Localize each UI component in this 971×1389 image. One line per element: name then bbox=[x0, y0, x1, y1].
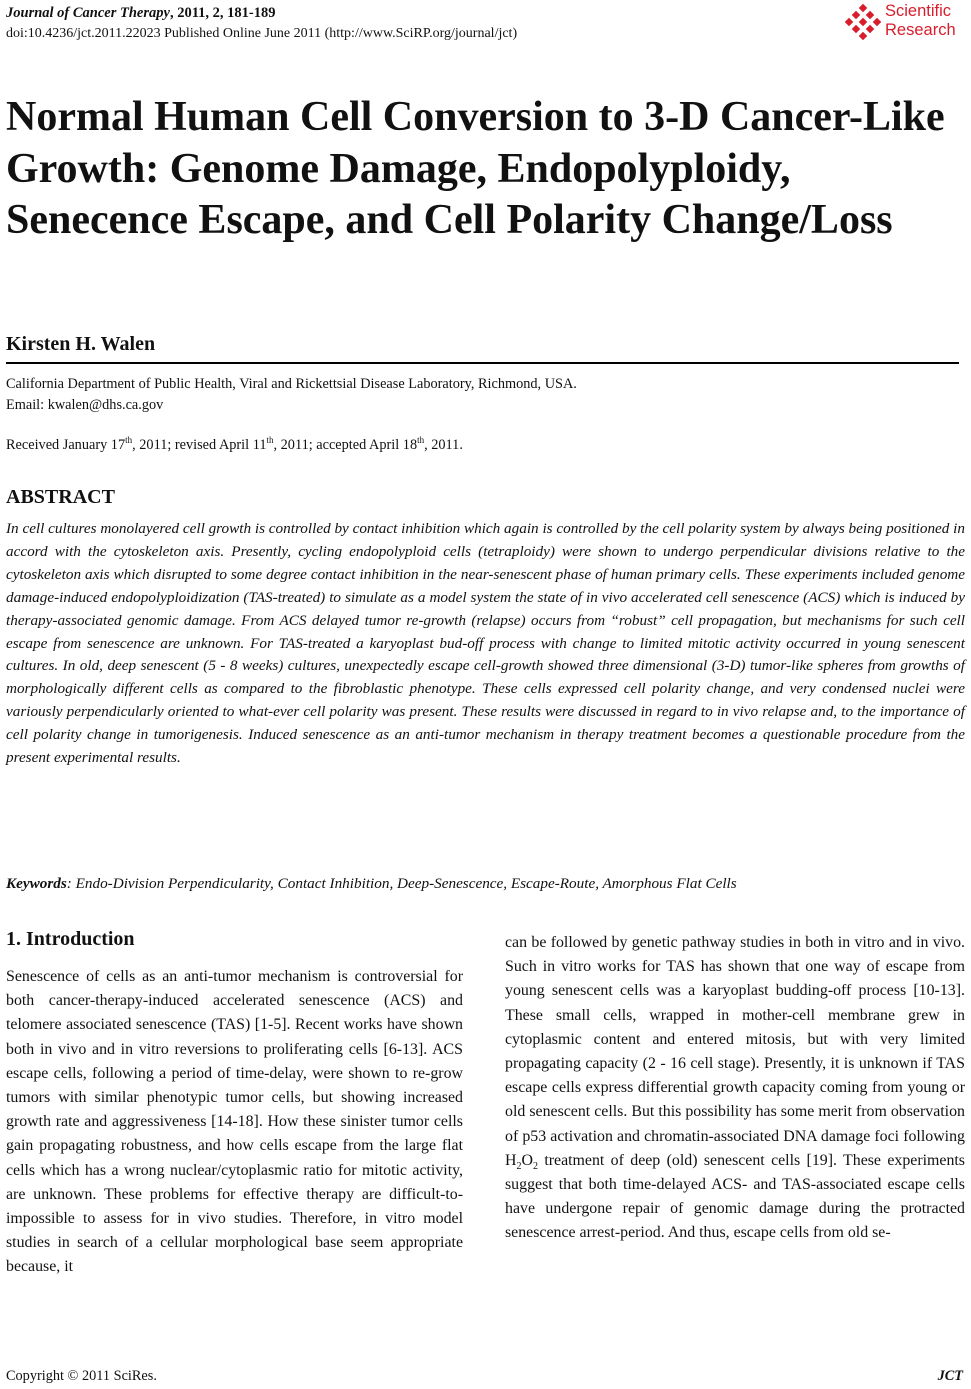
publisher-logo bbox=[845, 2, 965, 44]
keywords-list: : Endo-Division Perpendicularity, Contact Inhibition, Deep-Senescence, Escape-Route, Amorphous Flat Cells bbox=[66, 875, 737, 892]
publisher-logo-icon bbox=[845, 4, 881, 40]
received-text: Received January 17 bbox=[6, 437, 126, 453]
received-end: , 2011. bbox=[424, 437, 463, 453]
received-dates bbox=[6, 435, 463, 456]
header-divider bbox=[6, 362, 959, 364]
doi-line: doi:10.4236/jct.2011.22023 Published Online June 2011 (http://www.SciRP.org/journal/jct) bbox=[6, 26, 518, 41]
intro-column-right bbox=[505, 931, 965, 1246]
accepted-sup: th bbox=[417, 435, 425, 446]
paper-title: Normal Human Cell Conversion to 3-D Cancer-Like Growth: Genome Damage, Endopolyploidy, Senecence Escape, and Cell Polarity Change/Loss bbox=[6, 94, 945, 243]
author-email: Email: kwalen@dhs.ca.gov bbox=[6, 397, 164, 413]
footer-journal-abbrev: JCT bbox=[937, 1368, 963, 1384]
received-sup: th bbox=[125, 435, 133, 446]
intro-right-text-1: can be followed by genetic pathway studies in both in vitro and in vivo. Such in vitro works for TAS has shown that one way of escape from young senescent cells was a karyoplast budding-off process [10-13]. These small cells, wrapped in mother-cell membrane grew in cytoplasmic content and entered mitosis, but with very limited propagating capacity (2 - 16 cell stage). Presently, it is unknown if TAS escape cells express differential growth capacity coming from young or old senescent cells. But this possibility has some merit from observation of p53 activation and chromatin-associated DNA damage foci following H bbox=[505, 934, 965, 1169]
affiliation-block bbox=[6, 374, 577, 416]
journal-volume: , 2011, 2, 181-189 bbox=[169, 5, 276, 21]
revised-text: , 2011; revised April 11 bbox=[132, 437, 267, 453]
author-name: Kirsten H. Walen bbox=[6, 333, 156, 355]
logo-line-2: Research bbox=[885, 21, 956, 39]
intro-right-text-3: treatment of deep (old) senescent cells [19]. These experiments suggest that both time-delayed ACS- and TAS-associated escape cells have undergone repair of genomic damage during the protracted senescence arrest-period. And thus, escape cells from old se- bbox=[505, 1151, 965, 1242]
keywords bbox=[6, 874, 965, 894]
section-heading-introduction: 1. Introduction bbox=[6, 928, 135, 950]
keywords-label: Keywords bbox=[6, 875, 67, 892]
affiliation: California Department of Public Health, Viral and Rickettsial Disease Laboratory, Richmond, USA. bbox=[6, 376, 577, 392]
intro-right-text-2: O bbox=[521, 1151, 533, 1169]
publisher-logo-text bbox=[885, 2, 956, 40]
accepted-text: , 2011; accepted April 18 bbox=[273, 437, 418, 453]
subscript-o: 2 bbox=[532, 1161, 538, 1172]
journal-citation bbox=[6, 4, 275, 23]
intro-column-left: Senescence of cells as an anti-tumor mechanism is controversial for both cancer-therapy-induced accelerated senescence (ACS) and telomere associated senescence (TAS) [1-5]. Recent works have shown both in vivo and in vitro reversions to proliferating cells [6-13]. ACS escape cells, following a period of time-delay, were shown to re-grow tumors with similar phenotypic tumor cells, but showing increased growth rate and aggressiveness [14-18]. How these sinister tumor cells gain propagating robustness, and how cells escape from the large flat cells which has a wrong nuclear/cytoplasmic ratio for mitotic activity, are unknown. These problems for effective therapy are difficult-to-impossible to assess for in vivo studies. Therefore, in vitro model studies in search of a cellular morphological base seem appropriate because, it bbox=[6, 968, 463, 1276]
revised-sup: th bbox=[266, 435, 274, 446]
logo-line-1: Scientific bbox=[885, 2, 952, 20]
footer-copyright: Copyright © 2011 SciRes. bbox=[6, 1368, 157, 1384]
abstract-heading: ABSTRACT bbox=[6, 486, 115, 508]
journal-name: Journal of Cancer Therapy bbox=[6, 5, 170, 21]
subscript-h: 2 bbox=[516, 1161, 522, 1172]
abstract-text: In cell cultures monolayered cell growth is controlled by contact inhibition which again is controlled by the cell polarity system by always being positioned in accord with the cytoskeleton axis. Presently, cycling endopolyploid cells (tetraploidy) were shown to undergo perpendicular divisions relative to the cytoskeleton axis which disrupted to some degree contact inhibition in the near-senescent phase of human primary cells. These experiments included genome damage-induced endopolyploidization (TAS-treated) to simulate as a model system the state of in vivo accelerated cell senescence (ACS) which is induced by therapy-associated genomic damage. From ACS delayed tumor re-growth (relapse) occurs from “robust” cell propagation, but mechanisms for such cell escape from senescence are unknown. For TAS-treated a karyoplast bud-off process with change to limited mitotic activity occurred in young senescent cultures. In old, deep senescent (5 - 8 weeks) cultures, unexpectedly escape cell-growth showed three dimensional (3-D) tumor-like spheres from growths of morphologically different cells as compared to the fibroblastic phenotype. These cells expressed cell polarity change, and very condensed nuclei were variously perpendicularly oriented to what-ever cell polarity was present. These results were discussed in regard to in vivo relapse and, to the importance of cell polarity change in tumorigenesis. Induced senescence as an anti-tumor mechanism in therapy treatment becomes a questionable procedure from the present experimental results. bbox=[6, 520, 965, 767]
